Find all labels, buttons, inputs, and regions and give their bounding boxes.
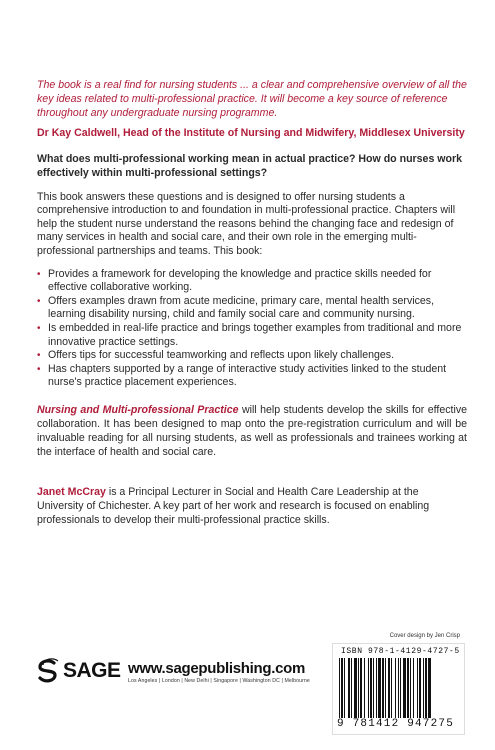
bullet-icon: • — [37, 295, 41, 307]
isbn-barcode — [332, 643, 465, 735]
barcode-number: 9 781412 947275 — [337, 718, 455, 730]
list-item: • Has chapters supported by a range of interactive study activities linked to the student nurse's practice placement experiences. — [37, 362, 447, 389]
bullet-icon: • — [37, 322, 41, 334]
summary-paragraph — [37, 403, 467, 459]
summary-text: will help students develop the skills for effective collaboration. It has been designed to map onto the pre-registration curriculum and will be invaluable reading for all nursing students, as well as professionals and trainees working at the interface of health and social care. — [37, 403, 468, 458]
sage-emblem-icon — [35, 658, 61, 684]
author-bio-text: is a Principal Lecturer in Social and Health Care Leadership at the University of Chichester. A key part of her work and research is focused on enabling professionals to develop their multi-professional practice skills. — [37, 485, 430, 526]
list-item: • Offers tips for successful teamworking and reflects upon likely challenges. — [37, 349, 395, 362]
isbn-label: ISBN 978-1-4129-4727-5 — [341, 647, 460, 656]
bullet-icon: • — [37, 350, 41, 362]
sage-logo — [35, 658, 121, 684]
list-item: • Is embedded in real-life practice and brings together examples from traditional and more innovative practice settings. — [37, 321, 462, 348]
barcode-bars — [339, 658, 460, 718]
endorsement-quote: The book is a real find for nursing students ... a clear and comprehensive overview of all the key ideas related to multi-professional practice. It will become a key source of reference throughout any undergraduate nursing programme. — [37, 79, 467, 120]
author-bio — [37, 485, 467, 527]
sage-wordmark: SAGE — [63, 659, 121, 682]
bullet-icon: • — [37, 268, 41, 280]
publisher-info — [128, 660, 310, 684]
bullet-icon: • — [37, 363, 41, 375]
publisher-cities: Los Angeles | London | New Delhi | Singapore | Washington DC | Melbourne — [128, 678, 310, 684]
list-item: • Offers examples drawn from acute medicine, primary care, mental health services, learning disability nursing, child and family social care and community nursing. — [37, 294, 435, 321]
lead-question: What does multi-professional working mean in actual practice? How do nurses work effectively within multi-professional settings? — [37, 152, 463, 179]
back-cover-content — [37, 78, 467, 527]
cover-credit: Cover design by Jen Crisp — [389, 633, 460, 639]
author-name: Janet McCray — [37, 485, 106, 498]
intro-paragraph: This book answers these questions and is designed to offer nursing students a comprehensive introduction to and foundation in multi-professional practice. Chapters will help the student nurse understand the reasons behind the changing face and redesign of many services in health and social care, and their own role in the emerging multi-professional partnerships and teams. This book: — [37, 190, 456, 257]
endorsement-attribution: Dr Kay Caldwell, Head of the Institute of Nursing and Midwifery, Middlesex University — [37, 126, 465, 139]
publisher-url[interactable]: www.sagepublishing.com — [128, 660, 306, 677]
book-title: Nursing and Multi-professional Practice — [37, 403, 239, 416]
feature-list — [37, 268, 467, 390]
list-item: • Provides a framework for developing the knowledge and practice skills needed for effective collaborative working. — [37, 267, 432, 294]
